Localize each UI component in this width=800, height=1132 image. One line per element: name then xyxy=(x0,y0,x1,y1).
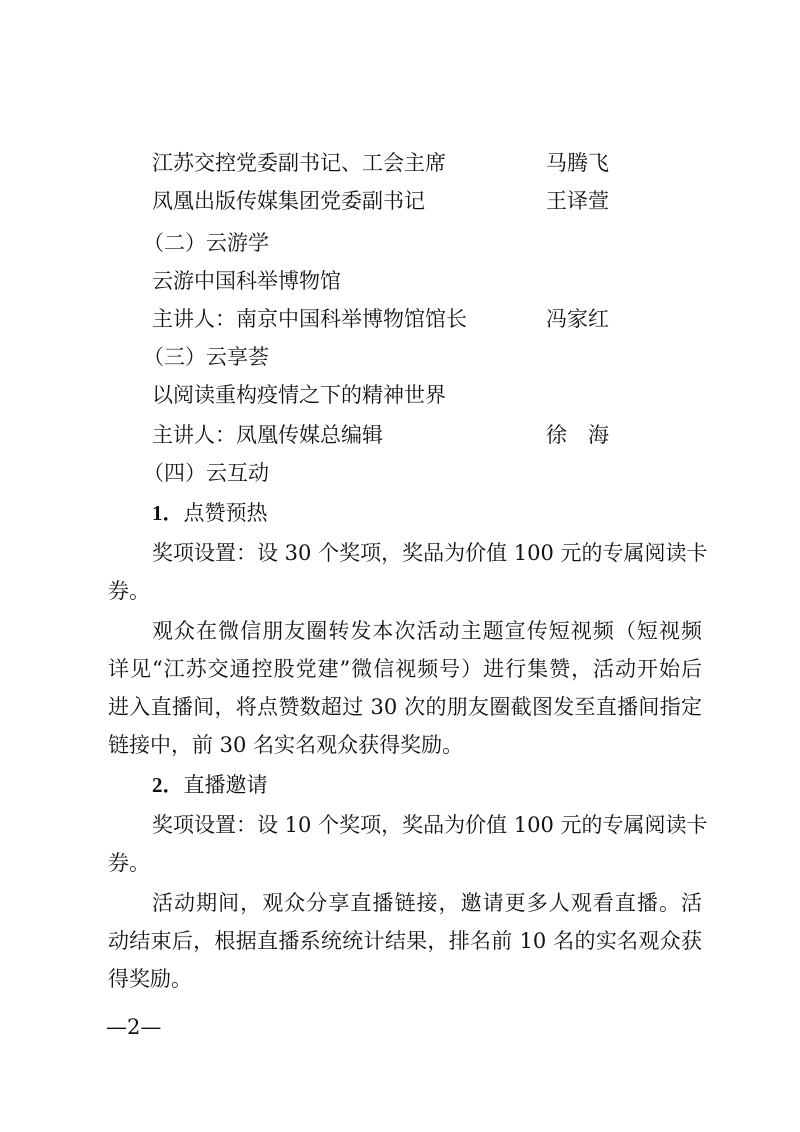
section3-speaker-title: 主讲人：凤凰传媒总编辑 xyxy=(152,423,383,447)
item2-desc-line3: 得奖励。 xyxy=(108,967,192,991)
section-heading-4: （四）云互动 xyxy=(143,461,269,485)
section3-topic: 以阅读重构疫情之下的精神世界 xyxy=(152,383,446,407)
item2-prize-line2: 券。 xyxy=(108,851,150,875)
item2-desc-line1: 活动期间，观众分享直播链接，邀请更多人观看直播。活 xyxy=(152,891,702,915)
item1-desc-line2: 详见“江苏交通控股党建”微信视频号）进行集赞，活动开始后 xyxy=(108,657,702,681)
section2-topic: 云游中国科举博物馆 xyxy=(152,269,341,293)
speaker-name-2: 王译萱 xyxy=(546,189,609,213)
speaker-title-2: 凤凰出版传媒集团党委副书记 xyxy=(152,189,425,213)
item1-desc-line3: 进入直播间，将点赞数超过 30 次的朋友圈截图发至直播间指定 xyxy=(108,695,702,719)
section-heading-3: （三）云享荟 xyxy=(143,345,269,369)
section2-speaker-name: 冯家红 xyxy=(546,307,609,331)
item1-heading xyxy=(152,500,268,526)
page-number: —2— xyxy=(106,1015,162,1039)
section-heading-2: （二）云游学 xyxy=(143,231,269,255)
item1-prize-line2: 券。 xyxy=(108,579,150,603)
item1-prize-line1: 奖项设置：设 30 个奖项，奖品为价值 100 元的专属阅读卡 xyxy=(152,541,708,565)
item1-number: 1． xyxy=(152,501,184,525)
section2-speaker-title: 主讲人：南京中国科举博物馆馆长 xyxy=(152,307,467,331)
item2-number: 2． xyxy=(152,773,184,797)
speaker-title-1: 江苏交控党委副书记、工会主席 xyxy=(152,151,446,175)
item2-prize-line1: 奖项设置：设 10 个奖项，奖品为价值 100 元的专属阅读卡 xyxy=(152,813,708,837)
item1-desc-line4: 链接中，前 30 名实名观众获得奖励。 xyxy=(108,733,464,757)
item1-title: 点赞预热 xyxy=(183,501,268,525)
item2-desc-line2: 动结束后，根据直播系统统计结果，排名前 10 名的实名观众获 xyxy=(108,929,702,953)
section3-speaker-name: 徐 海 xyxy=(546,423,609,447)
item2-title: 直播邀请 xyxy=(183,773,268,797)
item1-desc-line1: 观众在微信朋友圈转发本次活动主题宣传短视频（短视频 xyxy=(152,619,702,643)
speaker-name-1: 马腾飞 xyxy=(546,151,609,175)
item2-heading xyxy=(152,772,268,798)
